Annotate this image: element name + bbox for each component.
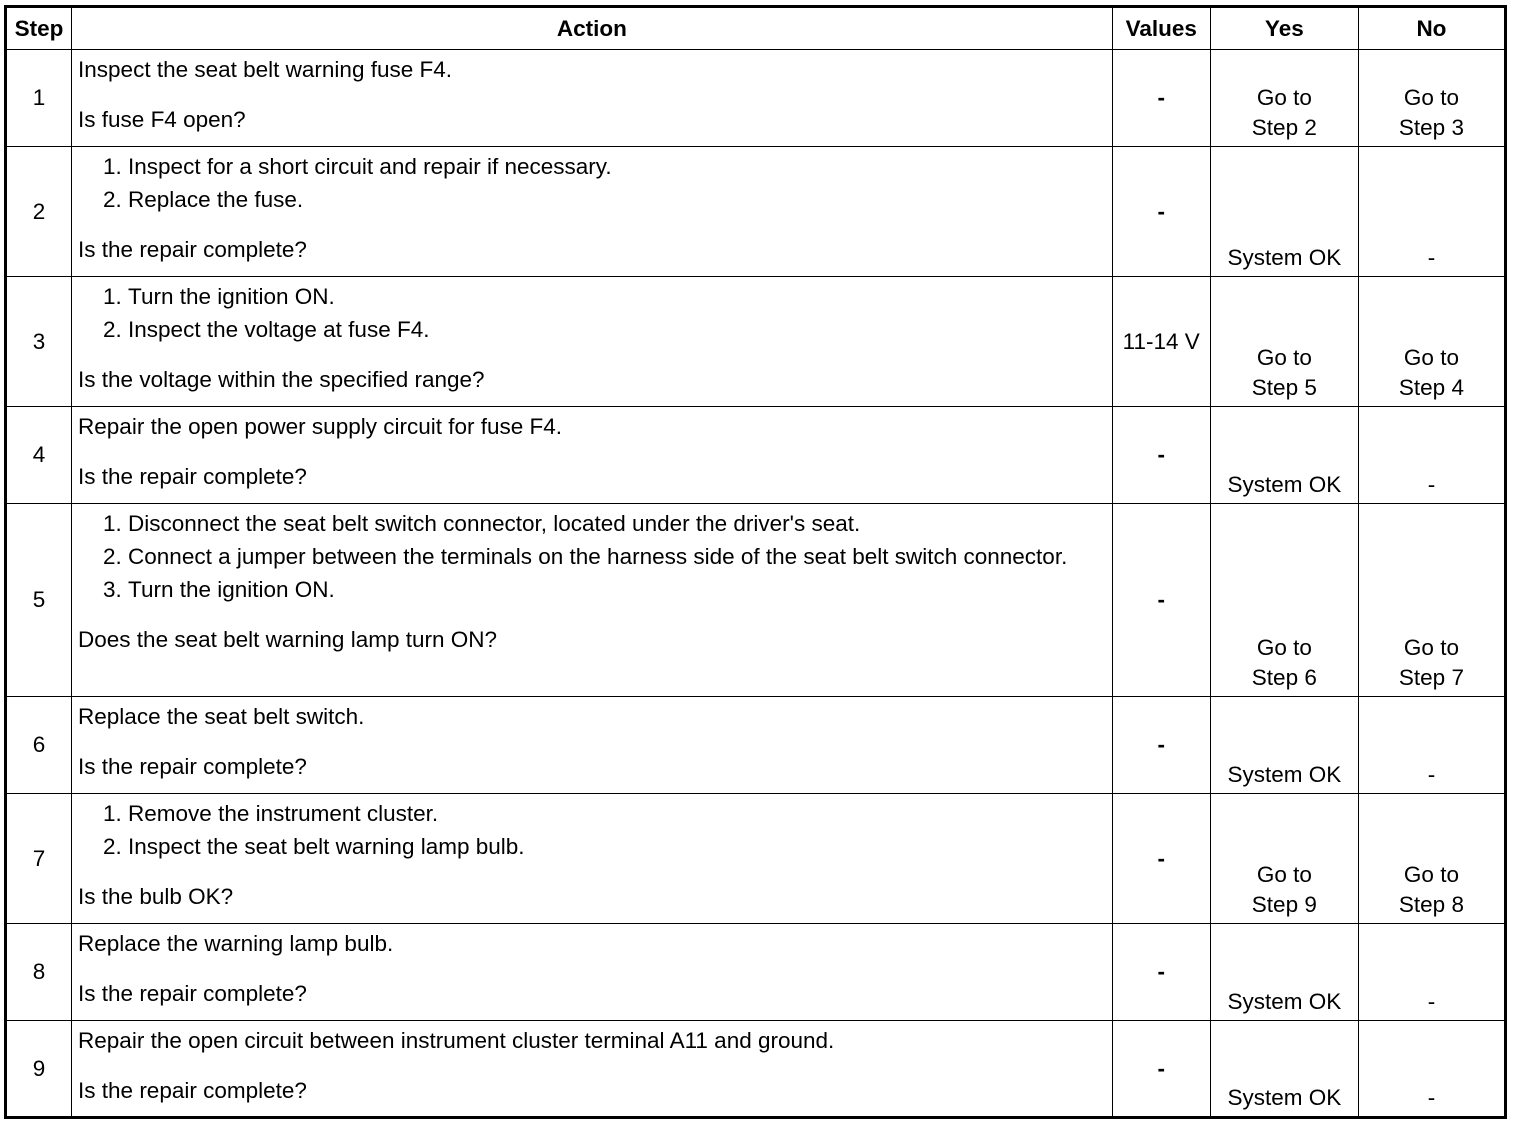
yes-cell <box>1210 697 1358 794</box>
table-row <box>6 697 1506 794</box>
yes-cell <box>1210 277 1358 407</box>
no-line: - <box>1427 1085 1436 1110</box>
action-step-item: 1. Turn the ignition ON. <box>128 283 1108 311</box>
step-number: 4 <box>6 407 72 504</box>
table-row <box>6 1021 1506 1118</box>
step-number: 7 <box>6 794 72 924</box>
yes-line: System OK <box>1227 472 1342 497</box>
step-number: 1 <box>6 50 72 147</box>
action-question: Is the repair complete? <box>78 981 307 1006</box>
no-cell <box>1358 277 1505 407</box>
yes-cell <box>1210 147 1358 277</box>
action-step-item: 2. Replace the fuse. <box>128 186 1108 214</box>
table-row <box>6 504 1506 697</box>
header-step: Step <box>6 7 72 50</box>
no-line: Go to <box>1403 345 1459 370</box>
action-question: Is fuse F4 open? <box>78 107 246 132</box>
step-number: 6 <box>6 697 72 794</box>
table-row <box>6 407 1506 504</box>
values-cell: - <box>1112 697 1210 794</box>
diagnostic-table <box>4 5 1507 1119</box>
no-line: Go to <box>1403 862 1459 887</box>
values-cell: - <box>1112 1021 1210 1118</box>
action-step-item: 2. Inspect the seat belt warning lamp bulb. <box>128 833 1108 861</box>
action-instruction: Repair the open power supply circuit for fuse F4. <box>78 414 563 439</box>
action-step-list <box>78 283 1108 344</box>
table-row <box>6 277 1506 407</box>
action-question: Is the repair complete? <box>78 754 307 779</box>
yes-line: System OK <box>1227 989 1342 1014</box>
action-instruction: Repair the open circuit between instrument cluster terminal A11 and ground. <box>78 1028 835 1053</box>
action-instruction: Replace the seat belt switch. <box>78 704 365 729</box>
yes-line: Go to <box>1256 85 1312 110</box>
table-row <box>6 147 1506 277</box>
no-cell <box>1358 1021 1505 1118</box>
no-line: - <box>1427 472 1436 497</box>
yes-line: Step 2 <box>1251 115 1317 140</box>
step-number: 5 <box>6 504 72 697</box>
action-step-item: 1. Remove the instrument cluster. <box>128 800 1108 828</box>
action-question: Is the voltage within the specified range? <box>78 367 485 392</box>
no-line: - <box>1427 989 1436 1014</box>
no-cell <box>1358 50 1505 147</box>
no-line: Step 7 <box>1398 665 1464 690</box>
yes-line: Step 9 <box>1251 892 1317 917</box>
values-cell: - <box>1112 924 1210 1021</box>
yes-cell <box>1210 794 1358 924</box>
header-values: Values <box>1112 7 1210 50</box>
action-step-item: 1. Inspect for a short circuit and repair if necessary. <box>128 153 1108 181</box>
header-yes: Yes <box>1210 7 1358 50</box>
action-cell <box>72 277 1113 407</box>
yes-line: Go to <box>1256 862 1312 887</box>
no-line: Step 3 <box>1398 115 1464 140</box>
no-cell <box>1358 147 1505 277</box>
no-cell <box>1358 794 1505 924</box>
header-no: No <box>1358 7 1505 50</box>
action-instruction: Replace the warning lamp bulb. <box>78 931 394 956</box>
table-body <box>6 50 1506 1118</box>
yes-line: System OK <box>1227 762 1342 787</box>
action-cell <box>72 924 1113 1021</box>
action-cell <box>72 50 1113 147</box>
yes-line: Step 5 <box>1251 375 1317 400</box>
yes-cell <box>1210 504 1358 697</box>
yes-line: Go to <box>1256 635 1312 660</box>
action-step-list <box>78 800 1108 861</box>
action-cell <box>72 1021 1113 1118</box>
no-cell <box>1358 407 1505 504</box>
values-cell: - <box>1112 147 1210 277</box>
action-question: Is the repair complete? <box>78 464 307 489</box>
action-step-list <box>78 153 1108 214</box>
action-cell <box>72 147 1113 277</box>
action-cell <box>72 407 1113 504</box>
step-number: 8 <box>6 924 72 1021</box>
values-cell: - <box>1112 794 1210 924</box>
yes-cell <box>1210 1021 1358 1118</box>
action-question: Is the repair complete? <box>78 237 307 262</box>
yes-line: Step 6 <box>1251 665 1317 690</box>
action-question: Does the seat belt warning lamp turn ON? <box>78 627 497 652</box>
no-line: - <box>1427 245 1436 270</box>
no-cell <box>1358 697 1505 794</box>
table-row <box>6 50 1506 147</box>
table-row <box>6 794 1506 924</box>
action-step-list <box>78 510 1108 604</box>
action-instruction: Inspect the seat belt warning fuse F4. <box>78 57 452 82</box>
header-action: Action <box>72 7 1113 50</box>
no-line: Go to <box>1403 635 1459 660</box>
header-row <box>6 7 1506 50</box>
no-cell <box>1358 504 1505 697</box>
values-cell: - <box>1112 407 1210 504</box>
yes-cell <box>1210 924 1358 1021</box>
yes-line: System OK <box>1227 1085 1342 1110</box>
yes-cell <box>1210 407 1358 504</box>
action-question: Is the bulb OK? <box>78 884 234 909</box>
yes-cell <box>1210 50 1358 147</box>
step-number: 2 <box>6 147 72 277</box>
table-row <box>6 924 1506 1021</box>
action-step-item: 1. Disconnect the seat belt switch connector, located under the driver's seat. <box>128 510 1108 538</box>
no-line: Step 4 <box>1398 375 1464 400</box>
yes-line: System OK <box>1227 245 1342 270</box>
action-step-item: 3. Turn the ignition ON. <box>128 576 1108 604</box>
no-line: Step 8 <box>1398 892 1464 917</box>
action-cell <box>72 697 1113 794</box>
values-cell: - <box>1112 504 1210 697</box>
action-question: Is the repair complete? <box>78 1078 307 1103</box>
no-line: - <box>1427 762 1436 787</box>
action-step-item: 2. Connect a jumper between the terminals on the harness side of the seat belt switch connector. <box>128 543 1108 571</box>
action-cell <box>72 794 1113 924</box>
no-cell <box>1358 924 1505 1021</box>
values-cell: 11-14 V <box>1112 277 1210 407</box>
step-number: 9 <box>6 1021 72 1118</box>
action-cell <box>72 504 1113 697</box>
action-step-item: 2. Inspect the voltage at fuse F4. <box>128 316 1108 344</box>
no-line: Go to <box>1403 85 1459 110</box>
step-number: 3 <box>6 277 72 407</box>
yes-line: Go to <box>1256 345 1312 370</box>
values-cell: - <box>1112 50 1210 147</box>
